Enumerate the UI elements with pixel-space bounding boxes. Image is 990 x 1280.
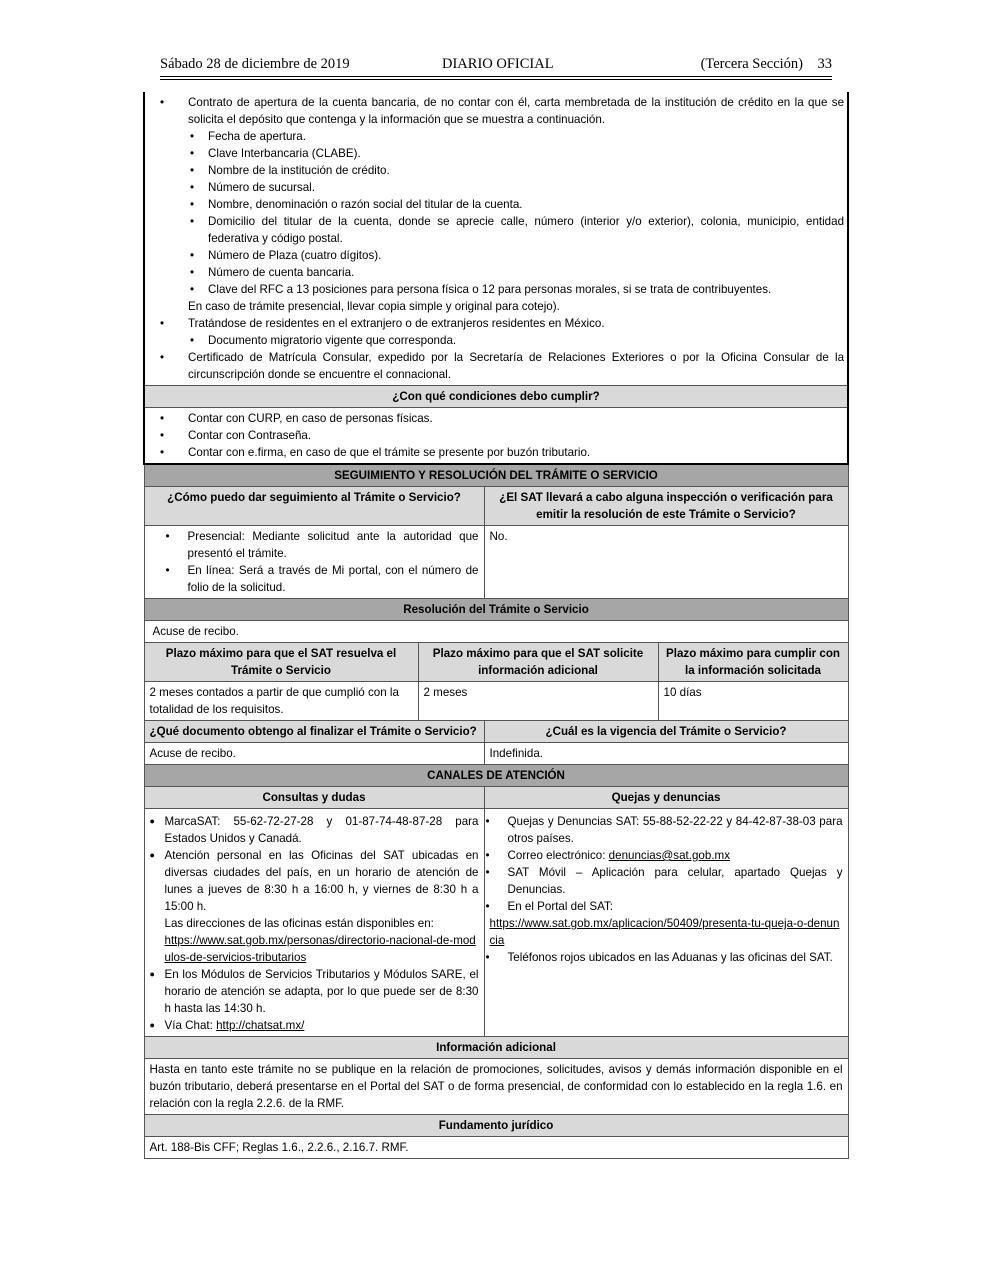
canales-title: CANALES DE ATENCIÓN <box>144 765 848 787</box>
header-section: (Tercera Sección) 33 <box>700 56 832 72</box>
email-link[interactable]: denuncias@sat.gob.mx <box>608 849 731 862</box>
list-item: • En línea: Será a través de Mi portal, con el número de folio de la solicitud. <box>150 562 479 596</box>
list-item: • Clave Interbancaria (CLABE). <box>150 145 844 162</box>
list-item: • Teléfonos rojos ubicados en las Aduanas y las oficinas del SAT. <box>470 949 843 966</box>
list-item: • Certificado de Matrícula Consular, expedido por la Secretaría de Relaciones Exteriores o por la Oficina Consular de la circunscripción donde se encuentre el connacional. <box>150 349 844 383</box>
list-item: • SAT Móvil – Aplicación para celular, apartado Quejas y Denuncias. <box>470 864 843 898</box>
list-item: • Fecha de apertura. <box>150 128 844 145</box>
list-item: • Número de Plaza (cuatro dígitos). <box>150 247 844 264</box>
list-item: • Correo electrónico: denuncias@sat.gob.mx <box>470 847 843 864</box>
plazo-resuelva-header: Plazo máximo para que el SAT resuelva el Trámite o Servicio <box>144 643 418 682</box>
plazo-solicite-header: Plazo máximo para que el SAT solicite información adicional <box>418 643 658 682</box>
seguimiento-question-left: ¿Cómo puedo dar seguimiento al Trámite o Servicio? <box>144 487 484 526</box>
resolucion-value: Acuse de recibo. <box>144 621 848 643</box>
documento-answer: Acuse de recibo. <box>144 743 484 765</box>
info-text: Hasta en tanto este trámite no se publique en la relación de promociones, solicitudes, avisos y demás información disponible en el buzón tributario, deberá presentarse en el Portal del SAT o de forma presencial, de conformidad con lo establecido en la regla 1.6. en relación con la regla 2.2.6. de la RMF. <box>144 1059 848 1115</box>
plazo-resuelva-value: 2 meses contados a partir de que cumplió con la totalidad de los requisitos. <box>144 682 418 721</box>
portal-link[interactable]: https://www.sat.gob.mx/aplicacion/50409/presenta-tu-queja-o-denuncia <box>489 917 840 947</box>
directorio-link[interactable]: https://www.sat.gob.mx/personas/directorio-nacional-de-modulos-de-servicios-tributarios <box>164 934 476 964</box>
seguimiento-answer-right: No. <box>484 526 848 599</box>
list-item: ● En los Módulos de Servicios Tributarios y Módulos SARE, el horario de atención se adapta, por lo que puede ser de 8:30 h hasta las 14:30 h. <box>150 966 479 1017</box>
quejas-title: Quejas y denuncias <box>484 787 848 809</box>
chat-link[interactable]: http://chatsat.mx/ <box>216 1019 305 1032</box>
vigencia-question: ¿Cuál es la vigencia del Trámite o Servicio? <box>484 721 848 743</box>
consultas-cell <box>144 809 484 1037</box>
list-item: • Presencial: Mediante solicitud ante la autoridad que presentó el trámite. <box>150 528 479 562</box>
plazo-cumplir-header: Plazo máximo para cumplir con la información solicitada <box>658 643 848 682</box>
seguimiento-answer-left <box>144 526 484 599</box>
seguimiento-question-right: ¿El SAT llevará a cabo alguna inspección o verificación para emitir la resolución de este Trámite o Servicio? <box>484 487 848 526</box>
fundamento-title: Fundamento jurídico <box>144 1115 848 1137</box>
list-item: • Contar con e.firma, en caso de que el trámite se presente por buzón tributario. <box>150 444 842 461</box>
list-item: • Tratándose de residentes en el extranjero o de extranjeros residentes en México. • Documento migratorio vigente que corresponda. <box>150 315 844 349</box>
header-title: DIARIO OFICIAL <box>442 56 554 72</box>
list-item: • Domicilio del titular de la cuenta, donde se aprecie calle, número (interior y/o exterior), colonia, municipio, entidad federativa y código postal. <box>150 213 844 247</box>
list-item: ● MarcaSAT: 55-62-72-27-28 y 01-87-74-48-87-28 para Estados Unidos y Canadá. <box>150 813 479 847</box>
directorio-text: Las direcciones de las oficinas están disponibles en: <box>164 917 434 930</box>
list-item: • Quejas y Denuncias SAT: 55-88-52-22-22 y 84-42-87-38-03 para otros países. <box>470 813 843 847</box>
list-item: • Nombre de la institución de crédito. <box>150 162 844 179</box>
list-item: • Nombre, denominación o razón social del titular de la cuenta. <box>150 196 844 213</box>
header-date: Sábado 28 de diciembre de 2019 <box>160 56 350 72</box>
list-item: • En el Portal del SAT: <box>470 898 843 915</box>
documents-cell <box>144 92 848 386</box>
quejas-cell <box>484 809 848 1037</box>
procedure-table <box>143 92 849 1159</box>
fundamento-text: Art. 188-Bis CFF; Reglas 1.6., 2.2.6., 2.16.7. RMF. <box>144 1137 848 1159</box>
consultas-title: Consultas y dudas <box>144 787 484 809</box>
plazo-solicite-value: 2 meses <box>418 682 658 721</box>
list-item: • Número de sucursal. <box>150 179 844 196</box>
resolucion-title: Resolución del Trámite o Servicio <box>144 599 848 621</box>
conditions-cell <box>144 408 848 465</box>
page-header <box>160 56 832 76</box>
list-item: • Contar con CURP, en caso de personas físicas. <box>150 410 842 427</box>
list-item: ● Vía Chat: http://chatsat.mx/ <box>150 1017 479 1034</box>
header-rule-double <box>160 79 832 80</box>
seguimiento-title: SEGUIMIENTO Y RESOLUCIÓN DEL TRÁMITE O SERVICIO <box>144 464 848 487</box>
vigencia-answer: Indefinida. <box>484 743 848 765</box>
documento-question: ¿Qué documento obtengo al finalizar el Trámite o Servicio? <box>144 721 484 743</box>
list-item: ● Atención personal en las Oficinas del SAT ubicadas en diversas ciudades del país, en un horario de atención de lunes a jueves de 8:30 h a 16:00 h, y viernes de 8:30 h a 15:00 h. Las direcciones de las oficinas están disponibles en: https://www.sat.gob.mx/personas/directorio-nacional-de-modulos-de-servicios-tributarios <box>150 847 479 966</box>
plazo-cumplir-value: 10 días <box>658 682 848 721</box>
conditions-title: ¿Con qué condiciones debo cumplir? <box>144 386 848 408</box>
list-item: • Documento migratorio vigente que corresponda. <box>150 332 844 349</box>
info-title: Información adicional <box>144 1037 848 1059</box>
list-item: • Clave del RFC a 13 posiciones para persona física o 12 para personas morales, si se trata de contribuyentes. <box>150 281 844 298</box>
list-item: • Número de cuenta bancaria. <box>150 264 844 281</box>
document-note: En caso de trámite presencial, llevar copia simple y original para cotejo). <box>188 300 560 313</box>
header-rule <box>160 76 832 77</box>
list-item: • Contar con Contraseña. <box>150 427 842 444</box>
list-item: • Contrato de apertura de la cuenta bancaria, de no contar con él, carta membretada de la institución de crédito en la que se solicita el depósito que contenga y la información que se muestra a continuación. • Fecha de apertura. • Clave Interbancaria (CLABE). • Nombre de la institución de crédito. • Número de sucursal. • Nombre, denominación o razón social del titular de la cuenta. • Domicilio del titular de la cuenta, donde se aprecie calle, número (interior y/o exterior), colonia, municipio, entidad federativa y código postal. • Número de Plaza (cuatro dígitos). • Número de cuenta bancaria. • Clave del RFC a 13 posiciones para persona física o 12 para personas morales, si se trata de contribuyentes. En caso de trámite presencial, llevar copia simple y original para cotejo). <box>150 94 844 315</box>
